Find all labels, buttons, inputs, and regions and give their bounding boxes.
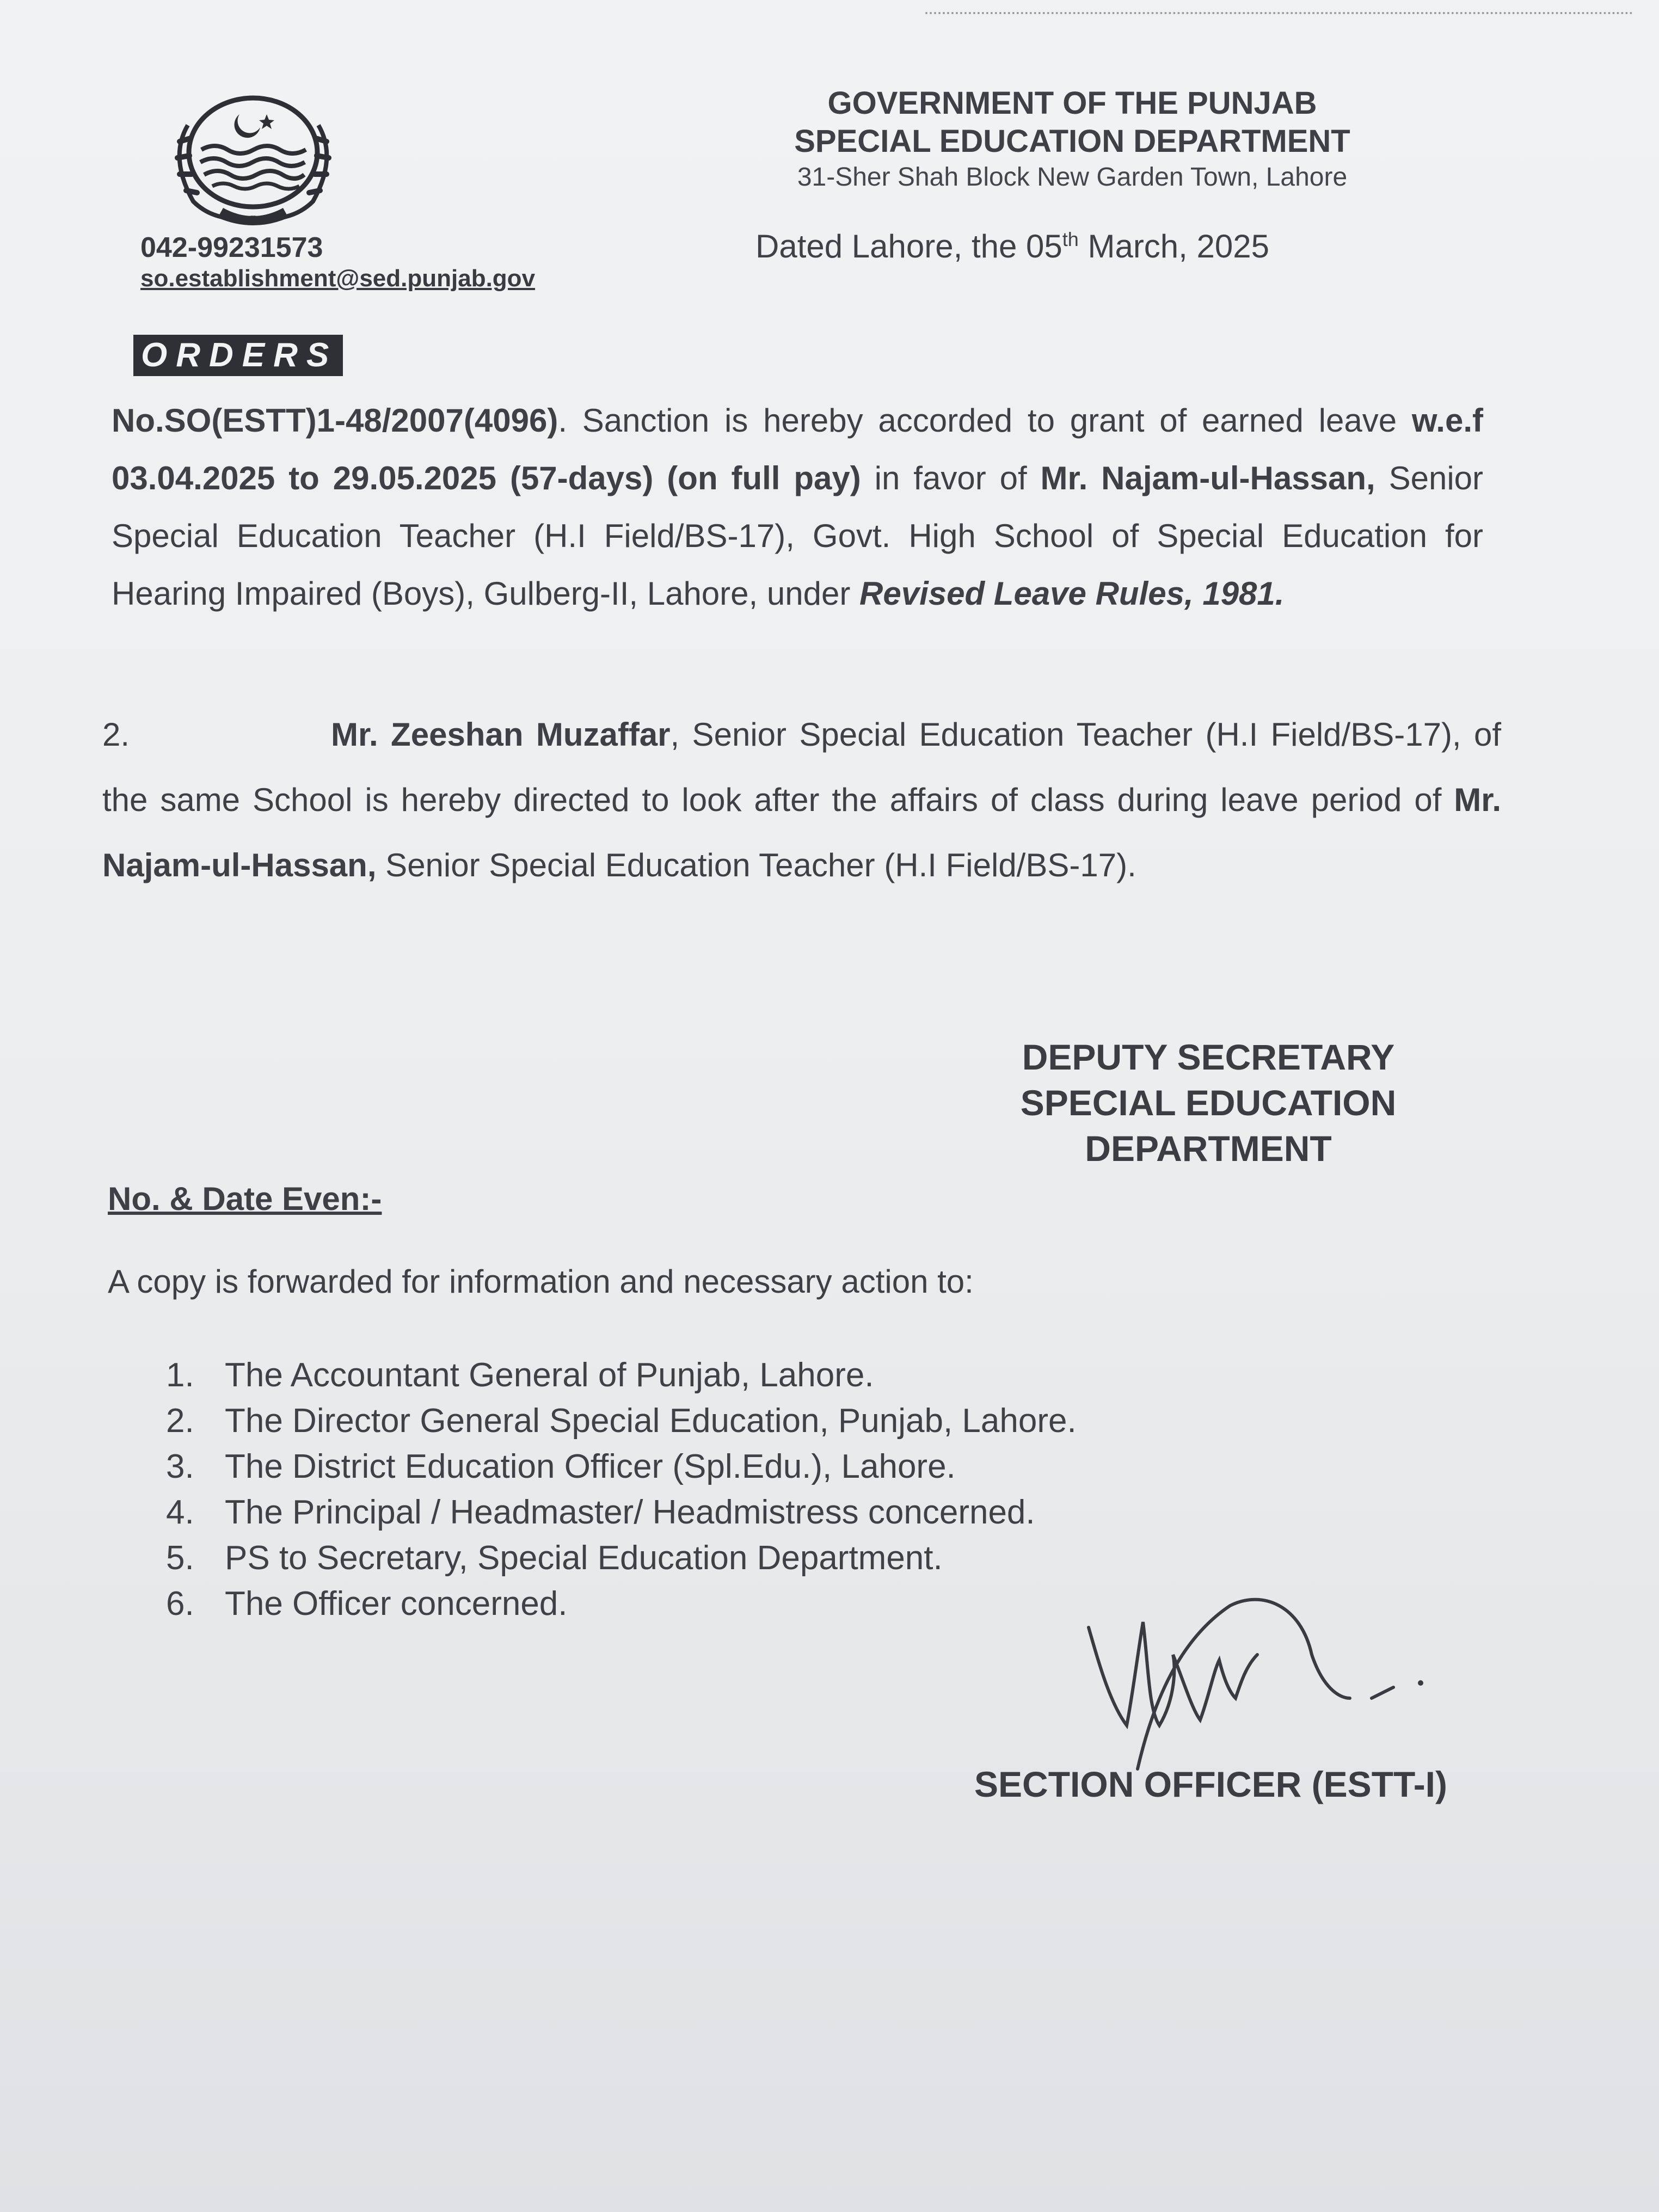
list-item-text: The Accountant General of Punjab, Lahore.: [225, 1356, 874, 1394]
phone-number: 042-99231573: [140, 232, 323, 263]
employee-name-2: Mr. Najam-ul-Hassan,: [102, 782, 1501, 883]
list-item-number: 5.: [166, 1539, 194, 1577]
government-title: GOVERNMENT OF THE PUNJAB: [827, 85, 1317, 121]
paragraph-number: 2.: [102, 716, 130, 753]
list-item-text: The Officer concerned.: [225, 1585, 568, 1623]
employee-name: Mr. Najam-ul-Hassan,: [1040, 460, 1375, 496]
leave-rules: Revised Leave Rules, 1981.: [859, 575, 1285, 612]
department-address: 31-Sher Shah Block New Garden Town, Lahore: [797, 163, 1348, 192]
list-item-text: The Principal / Headmaster/ Headmistress concerned.: [225, 1494, 1035, 1531]
deputy-line-2: SPECIAL EDUCATION: [1020, 1083, 1397, 1123]
list-item-number: 1.: [166, 1356, 194, 1394]
department-title: SPECIAL EDUCATION DEPARTMENT: [794, 124, 1350, 159]
list-item: [166, 1490, 1077, 1535]
dated-prefix: Dated Lahore, the 05: [755, 228, 1062, 265]
reference-number: No.SO(ESTT)1-48/2007(4096): [112, 402, 558, 439]
dated-ordinal: th: [1062, 228, 1079, 250]
paper-edge-line: [925, 12, 1633, 14]
para2-text-1: , Senior Special Education Teacher (H.I Field/BS-17), of the same School is hereby directed to look after the affairs of class during leave period of: [102, 716, 1502, 818]
copy-forwarded-text: A copy is forwarded for information and necessary action to:: [108, 1263, 974, 1300]
substitute-name: Mr. Zeeshan Muzaffar: [331, 716, 671, 753]
email-address: so.establishment@sed.punjab.gov: [140, 265, 536, 292]
dated-suffix: March, 2025: [1078, 228, 1269, 265]
list-item-number: 4.: [166, 1494, 194, 1531]
para1-text-1: . Sanction is hereby accorded to grant of earned leave: [558, 402, 1412, 439]
list-item-number: 6.: [166, 1585, 194, 1623]
orders-label: ORDERS: [133, 335, 343, 376]
deputy-line-3: DEPARTMENT: [1085, 1128, 1332, 1169]
dated-line: [755, 228, 1269, 265]
contact-block: [140, 231, 535, 293]
list-item-text: PS to Secretary, Special Education Department.: [225, 1539, 943, 1577]
punjab-government-emblem-icon: [158, 93, 348, 229]
order-paragraph-2: [102, 702, 1501, 898]
letterhead: [708, 84, 1437, 194]
distribution-list: [166, 1353, 1077, 1627]
no-date-even-label: No. & Date Even:-: [108, 1181, 382, 1217]
para1-text-2: in favor of: [861, 460, 1041, 496]
deputy-line-1: DEPUTY SECRETARY: [1022, 1037, 1395, 1077]
list-item: [166, 1398, 1077, 1444]
order-paragraph-1: [112, 392, 1483, 623]
list-item-number: 2.: [166, 1402, 194, 1440]
list-item: [166, 1581, 1077, 1627]
para1-text-3: Senior Special Education Teacher (H.I Field/BS-17), Govt. High School of Special Education for Hearing Impaired (Boys), Gulberg-II, Lahore, under: [112, 460, 1484, 612]
list-item: [166, 1353, 1077, 1398]
deputy-secretary-block: [969, 1034, 1448, 1171]
para2-text-2: Senior Special Education Teacher (H.I Field/BS-17).: [376, 847, 1136, 883]
list-item-number: 3.: [166, 1448, 194, 1485]
list-item: [166, 1535, 1077, 1581]
list-item: [166, 1444, 1077, 1490]
section-officer-title: SECTION OFFICER (ESTT-I): [974, 1764, 1447, 1804]
leave-period: w.e.f 03.04.2025 to 29.05.2025 (57-days) (on full pay): [112, 402, 1483, 496]
list-item-text: The District Education Officer (Spl.Edu.), Lahore.: [225, 1448, 956, 1485]
list-item-text: The Director General Special Education, Punjab, Lahore.: [225, 1402, 1077, 1440]
